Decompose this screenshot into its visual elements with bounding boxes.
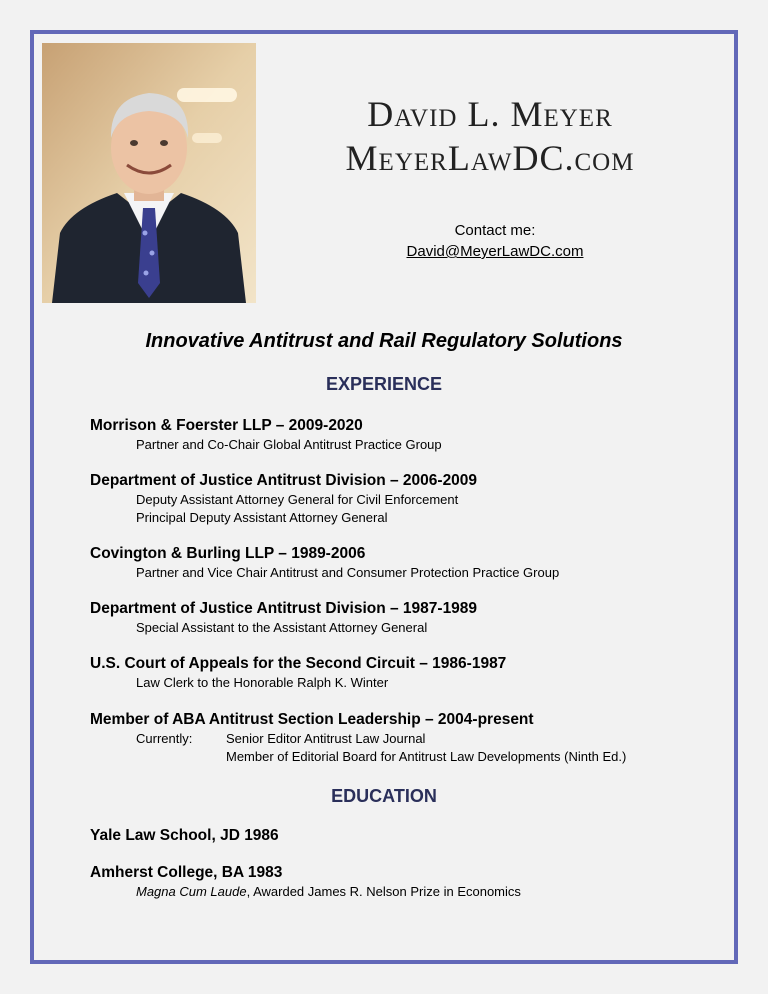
entry-title: Covington & Burling LLP – 1989-2006 — [90, 545, 366, 562]
entry-title: Department of Justice Antitrust Division – 2006-2009 — [90, 472, 478, 489]
experience-entry — [90, 654, 506, 692]
entry-line — [90, 883, 521, 901]
portrait-photo — [42, 43, 256, 303]
honor-text: Magna Cum Laude — [136, 884, 247, 899]
entry-title: Morrison & Foerster LLP – 2009-2020 — [90, 417, 363, 434]
email-link[interactable]: David@MeyerLawDC.com — [406, 243, 584, 260]
entry-line: Principal Deputy Assistant Attorney General — [136, 510, 388, 525]
header-title — [300, 92, 680, 180]
experience-entry — [90, 471, 477, 527]
education-entry — [90, 863, 521, 901]
person-name: David L. Meyer — [367, 94, 613, 134]
entry-line: Partner and Co-Chair Global Antitrust Practice Group — [136, 437, 442, 452]
entry-line: Member of Editorial Board for Antitrust Law Developments (Ninth Ed.) — [226, 749, 627, 764]
entry-title: Department of Justice Antitrust Division – 1987-1989 — [90, 600, 478, 617]
contact-label: Contact me: — [454, 222, 536, 239]
experience-entry — [90, 599, 477, 637]
entry-title: Amherst College, BA 1983 — [90, 864, 283, 881]
experience-entry — [90, 710, 626, 766]
contact-block — [380, 220, 610, 262]
website-name: MeyerLawDC.com — [345, 138, 635, 178]
currently-label: Currently: — [136, 731, 193, 746]
entry-line: Partner and Vice Chair Antitrust and Consumer Protection Practice Group — [136, 565, 560, 580]
education-entry — [90, 826, 279, 846]
entry-line: Senior Editor Antitrust Law Journal — [226, 731, 426, 746]
experience-heading: EXPERIENCE — [325, 374, 443, 394]
experience-entry — [90, 544, 559, 582]
experience-entry — [90, 416, 442, 454]
entry-title: U.S. Court of Appeals for the Second Circuit – 1986-1987 — [90, 655, 507, 672]
tagline: Innovative Antitrust and Rail Regulatory Solutions — [145, 330, 623, 352]
entry-title: Member of ABA Antitrust Section Leadership – 2004-present — [90, 711, 534, 728]
entry-title: Yale Law School, JD 1986 — [90, 827, 279, 844]
entry-line: Special Assistant to the Assistant Attorney General — [136, 620, 428, 635]
entry-line: Law Clerk to the Honorable Ralph K. Winter — [136, 675, 389, 690]
entry-line: Deputy Assistant Attorney General for Civil Enforcement — [136, 492, 459, 507]
honor-rest: , Awarded James R. Nelson Prize in Economics — [246, 884, 521, 899]
education-heading: EDUCATION — [331, 786, 437, 806]
entry-details — [90, 730, 626, 766]
